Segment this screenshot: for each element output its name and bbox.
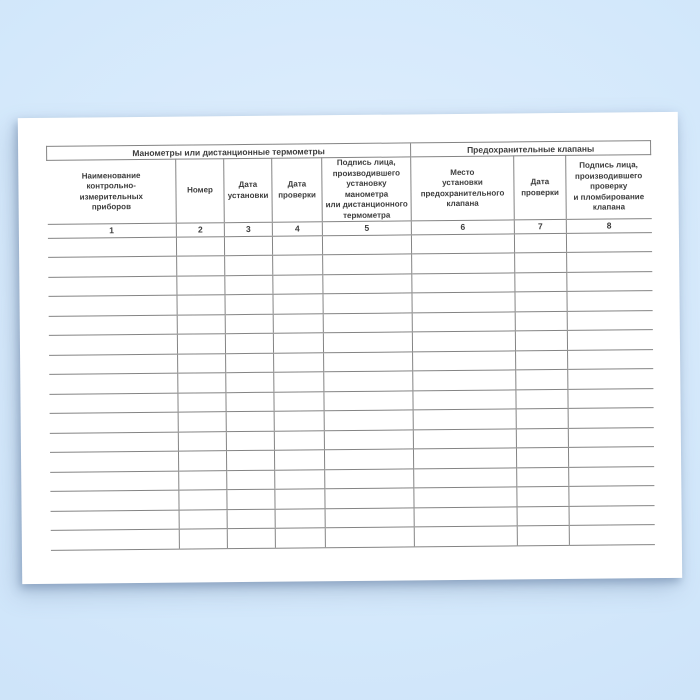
- table-cell: [227, 489, 275, 509]
- table-cell: [227, 470, 275, 490]
- table-cell: [226, 450, 274, 470]
- table-cell: [49, 412, 178, 433]
- column-number-8: 8: [566, 219, 651, 233]
- table-cell: [177, 256, 225, 276]
- table-cell: [50, 471, 179, 492]
- table-cell: [568, 369, 653, 389]
- table-cell: [273, 333, 323, 353]
- table-cell: [514, 233, 566, 253]
- table-cell: [275, 489, 325, 509]
- table-cell: [412, 253, 515, 273]
- table-cell: [515, 311, 567, 331]
- column-header-row: [47, 155, 652, 225]
- table-cell: [516, 389, 568, 409]
- column-header-number: Номер: [176, 159, 225, 223]
- table-cell: [516, 428, 568, 448]
- table-cell: [49, 373, 178, 394]
- table-cell: [569, 505, 654, 525]
- table-cell: [50, 529, 179, 550]
- table-cell: [323, 293, 412, 313]
- column-header-valve-check-date: Дата проверки: [514, 155, 567, 219]
- table-cell: [49, 451, 178, 472]
- table-cell: [324, 351, 413, 371]
- document-sheet: [18, 112, 682, 584]
- table-cell: [567, 330, 652, 350]
- column-number-1: 1: [47, 223, 176, 238]
- table-cell: [568, 408, 653, 428]
- table-cell: [567, 252, 652, 272]
- table-cell: [414, 506, 517, 526]
- table-cell: [177, 314, 225, 334]
- table-cell: [569, 466, 654, 486]
- table-cell: [178, 451, 226, 471]
- table-cell: [178, 353, 226, 373]
- table-cell: [274, 372, 324, 392]
- table-cell: [325, 468, 414, 488]
- table-cell: [177, 334, 225, 354]
- column-number-7: 7: [514, 219, 566, 233]
- table-cell: [274, 430, 324, 450]
- table-cell: [224, 236, 272, 256]
- table-cell: [325, 488, 414, 508]
- table-cell: [412, 331, 515, 351]
- table-cell: [413, 350, 516, 370]
- table-cell: [567, 271, 652, 291]
- table-cell: [412, 292, 515, 312]
- table-cell: [517, 525, 569, 545]
- column-header-instrument-name: Наименование контрольно- измерительных приборов: [47, 159, 177, 224]
- table-cell: [50, 510, 179, 531]
- table-cell: [274, 411, 324, 431]
- table-cell: [569, 525, 654, 545]
- table-cell: [272, 235, 322, 255]
- table-cell: [323, 273, 412, 293]
- column-number-3: 3: [224, 222, 272, 236]
- instruments-journal-table: [46, 140, 655, 550]
- table-cell: [48, 334, 177, 355]
- table-cell: [48, 256, 177, 277]
- table-cell: [226, 353, 274, 373]
- table-cell: [413, 428, 516, 448]
- column-header-valve-location: Место установки предохранительного клапана: [411, 156, 515, 221]
- table-cell: [515, 252, 567, 272]
- table-cell: [176, 236, 224, 256]
- table-cell: [569, 486, 654, 506]
- table-cell: [517, 486, 569, 506]
- column-header-install-date: Дата установки: [224, 158, 273, 222]
- empty-rows-body: [47, 232, 654, 550]
- table-cell: [412, 311, 515, 331]
- table-cell: [568, 349, 653, 369]
- group-header-manometers: Манометры или дистанционные термометры: [47, 143, 411, 160]
- table-cell: [273, 274, 323, 294]
- table-cell: [179, 490, 227, 510]
- table-cell: [48, 315, 177, 336]
- table-cell: [226, 431, 274, 451]
- table-cell: [177, 295, 225, 315]
- table-cell: [273, 313, 323, 333]
- table-cell: [413, 448, 516, 468]
- table-cell: [323, 332, 412, 352]
- table-cell: [274, 450, 324, 470]
- column-header-valve-signature: Подпись лица, производившего проверку и пломбирование клапана: [566, 155, 652, 220]
- table-cell: [323, 254, 412, 274]
- table-cell: [179, 509, 227, 529]
- table-cell: [325, 527, 414, 547]
- table-cell: [227, 509, 275, 529]
- table-cell: [324, 390, 413, 410]
- table-cell: [412, 272, 515, 292]
- table-cell: [324, 410, 413, 430]
- table-cell: [515, 330, 567, 350]
- table-cell: [414, 526, 517, 546]
- column-number-6: 6: [411, 220, 514, 234]
- table-cell: [226, 392, 274, 412]
- column-number-4: 4: [272, 222, 322, 236]
- table-cell: [48, 276, 177, 297]
- table-cell: [48, 295, 177, 316]
- group-header-safety-valves: Предохранительные клапаны: [411, 141, 651, 157]
- table-cell: [49, 432, 178, 453]
- column-number-5: 5: [322, 221, 411, 235]
- table-cell: [413, 389, 516, 409]
- table-cell: [324, 429, 413, 449]
- table-cell: [178, 392, 226, 412]
- table-cell: [50, 490, 179, 511]
- column-number-2: 2: [176, 223, 224, 237]
- table-cell: [517, 506, 569, 526]
- table-cell: [411, 233, 514, 253]
- table-cell: [273, 294, 323, 314]
- table-cell: [414, 487, 517, 507]
- table-cell: [516, 447, 568, 467]
- table-cell: [225, 294, 273, 314]
- table-cell: [568, 388, 653, 408]
- table-cell: [275, 469, 325, 489]
- table-cell: [177, 275, 225, 295]
- table-cell: [324, 449, 413, 469]
- table-cell: [413, 370, 516, 390]
- table-cell: [49, 354, 178, 375]
- table-cell: [275, 508, 325, 528]
- table-cell: [47, 237, 176, 258]
- table-cell: [274, 352, 324, 372]
- table-cell: [566, 232, 651, 252]
- table-cell: [322, 234, 411, 254]
- table-cell: [225, 314, 273, 334]
- column-header-installer-signature: Подпись лица, производившего установку манометра или дистанционного термометра: [322, 157, 412, 222]
- table-cell: [226, 372, 274, 392]
- table-cell: [516, 408, 568, 428]
- table-cell: [225, 275, 273, 295]
- table-cell: [275, 528, 325, 548]
- table-cell: [225, 255, 273, 275]
- table-cell: [49, 393, 178, 414]
- column-header-check-date: Дата проверки: [272, 158, 323, 222]
- table-cell: [274, 391, 324, 411]
- table-cell: [178, 412, 226, 432]
- table-cell: [178, 373, 226, 393]
- table-cell: [567, 291, 652, 311]
- table-cell: [323, 312, 412, 332]
- table-cell: [273, 255, 323, 275]
- table-cell: [178, 431, 226, 451]
- table-cell: [179, 470, 227, 490]
- table-cell: [414, 467, 517, 487]
- table-cell: [568, 427, 653, 447]
- table-cell: [226, 411, 274, 431]
- table-cell: [413, 409, 516, 429]
- table-cell: [515, 291, 567, 311]
- table-cell: [515, 272, 567, 292]
- table-cell: [567, 310, 652, 330]
- form-area: [46, 140, 655, 550]
- table-cell: [225, 333, 273, 353]
- table-cell: [516, 369, 568, 389]
- table-cell: [325, 507, 414, 527]
- table-cell: [324, 371, 413, 391]
- table-cell: [227, 528, 275, 548]
- table-cell: [517, 467, 569, 487]
- table-cell: [568, 447, 653, 467]
- table-cell: [179, 529, 227, 549]
- table-cell: [516, 350, 568, 370]
